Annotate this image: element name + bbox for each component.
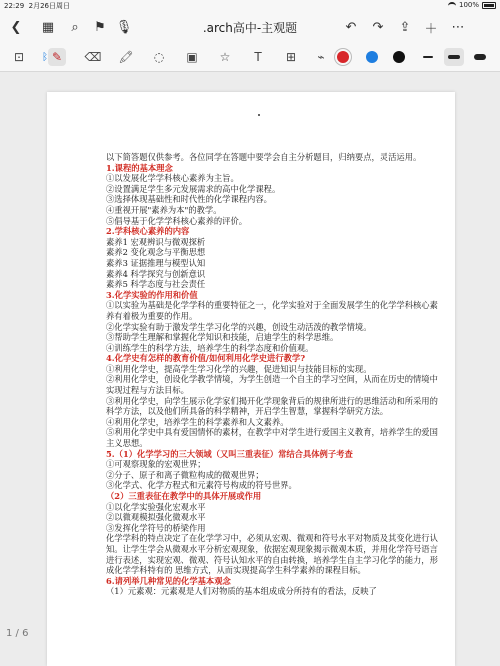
document-line: ②利用化学史，创设化学教学情境，为学生创造一个自主的学习空间，从而在历史的情境中实现过程与方法目标。 — [106, 374, 438, 396]
section-heading: （2）三重表征在教学中的具体开展或作用 — [106, 491, 262, 501]
annotation-toolbar — [0, 42, 500, 72]
document-line: 以下简答题仅供参考。各位同学在答题中要学会自主分析题目，归纳要点，灵活运用。 — [106, 152, 422, 162]
document-line: ⑤倡导基于化学学科核心素养的评价。 — [106, 215, 248, 226]
document-line: 素养5 科学态度与社会责任 — [106, 279, 206, 290]
document-line: ②化学实验有助于激发学生学习化学的兴趣，创设生动活泼的教学情境。 — [106, 321, 372, 332]
document-line: ①可观察现象的宏观世界； — [106, 459, 206, 470]
color-swatch-blue[interactable] — [366, 51, 378, 63]
lasso-tool-icon[interactable]: ◌ — [153, 50, 165, 64]
document-line: 素养3 证据推理与模型认知 — [106, 257, 206, 268]
document-line: 素养2 变化观念与平衡思想 — [106, 247, 206, 258]
color-swatch-black[interactable] — [393, 51, 405, 63]
document-line: ④重视开展"素养为本"的教学。 — [106, 204, 222, 215]
document-line: ④训练学生的科学方法，培养学生的科学态度和价值观。 — [106, 342, 314, 353]
page-mark — [258, 114, 260, 116]
bookmark-icon[interactable]: ⚑ — [94, 19, 106, 35]
highlighter-tool-icon[interactable]: 🖍 — [118, 50, 134, 64]
document-line: ③化学式、化学方程式和元素符号构成的符号世界。 — [106, 480, 297, 491]
document-line: ①利用化学史，提高学生学习化学的兴趣，促进知识与技能目标的实现。 — [106, 363, 372, 374]
document-line: 化学学科的特点决定了在化学学习中，必须从宏观、微观和符号水平对物质及其变化进行认知。让学生学会从微观水平分析宏观现象，依据宏观现象揭示微观本质，并用化学符号语言进行表述，实现宏观、微观、符号认知水平的自由转换，培养学生自主学习化学的能力，形成化学学科特有的 思维方式，从而实现提高学生科学素养的课程目标。 — [106, 533, 438, 576]
section-heading: 5.（1）化学学习的三大领域（又叫三重表征）常结合具体例子考查 — [106, 448, 353, 459]
search-icon[interactable]: ⌕ — [71, 19, 79, 35]
document-line: ③发挥化学符号的桥梁作用 — [106, 522, 206, 533]
bluetooth-icon[interactable]: ᛒ — [42, 51, 48, 63]
status-bar — [0, 0, 500, 12]
pen-size-thin[interactable] — [418, 48, 438, 66]
status-time: 22:29 — [4, 2, 25, 10]
microphone-icon[interactable]: 🎙 — [115, 19, 133, 35]
document-line: 素养1 宏观辨识与微观探析 — [106, 236, 206, 247]
document-line: 素养4 科学探究与创新意识 — [106, 268, 206, 279]
navigation-bar — [0, 12, 500, 42]
document-line: ②以微观模拟强化微观水平 — [106, 512, 206, 523]
more-icon[interactable]: ⋯ — [451, 19, 465, 35]
section-heading: 1.课程的基本理念 — [106, 162, 173, 173]
document-line: ⑤利用化学史中具有爱国情怀的素材，在教学中对学生进行爱国主义教育，培养学生的爱国主义思想。 — [106, 427, 438, 449]
section-heading: 2.学科核心素养的内容 — [106, 226, 190, 237]
back-chevron-icon[interactable]: ❮ — [10, 19, 22, 35]
page-indicator: 1 / 6 — [6, 628, 29, 639]
redo-icon[interactable]: ↷ — [372, 19, 384, 35]
section-heading: 6.请列举几种常见的化学基本观念 — [106, 575, 231, 586]
document-line: （1）元素观：元素观是人们对物质的基本组成成分所持有的看法，反映了 — [106, 586, 377, 597]
document-line: ②分子、原子和离子微粒构成的微观世界； — [106, 469, 264, 480]
share-icon[interactable]: ⇪ — [399, 19, 411, 35]
section-heading: 3.化学实验的作用和价值 — [106, 289, 198, 300]
document-page[interactable] — [47, 92, 455, 666]
color-swatch-red[interactable] — [337, 51, 349, 63]
document-line: ①以实验为基础是化学学科的重要特征之一，化学实验对于全面发展学生的化学学科核心素养有着极为重要的作用。 — [106, 300, 438, 321]
document-text — [106, 152, 441, 597]
image-tool-icon[interactable]: ▣ — [186, 50, 198, 64]
document-line: ②设置满足学生多元发展需求的高中化学课程。 — [106, 183, 281, 194]
document-line: ①以发展化学学科核心素养为主旨。 — [106, 173, 239, 184]
add-page-icon[interactable]: ＋ — [424, 21, 438, 37]
pen-tool-icon[interactable]: ✎ — [48, 48, 66, 66]
wifi-icon — [448, 2, 456, 8]
document-title: .arch高中-主观题 — [202, 21, 298, 35]
text-tool-icon[interactable]: T — [254, 50, 262, 64]
document-line: ③选择体现基础性和时代性的化学课程内容。 — [106, 194, 272, 205]
status-time-date — [4, 1, 70, 11]
section-heading: 4.化学史有怎样的教育价值/如何利用化学史进行教学? — [106, 353, 306, 364]
battery-icon — [482, 2, 496, 9]
pen-size-thick[interactable] — [470, 48, 490, 66]
document-line: ④利用化学史，培养学生的科学素养和人文素养。 — [106, 416, 289, 427]
pen-size-medium[interactable] — [444, 48, 464, 66]
status-date: 2月26日周日 — [28, 2, 71, 10]
battery-percent: 100% — [458, 1, 479, 9]
document-line: ③帮助学生理解和掌握化学知识和技能，启迪学生的科学思维。 — [106, 332, 339, 343]
read-mode-icon[interactable]: ⊡ — [13, 50, 25, 64]
shape-tool-icon[interactable]: ☆ — [219, 50, 231, 64]
undo-icon[interactable]: ↶ — [345, 19, 357, 35]
sidebar-grid-icon[interactable]: ▦ — [41, 19, 55, 35]
laser-pointer-icon[interactable]: ⌁ — [317, 50, 325, 64]
document-line: ③利用化学史，向学生展示化学家们揭开化学现象背后的规律所进行的思维活动和所采用的科学方法，以及他们所具备的科学精神，开启学生智慧，掌握科学研究方法。 — [106, 395, 438, 417]
document-line: ①以化学实验强化宏观水平 — [106, 501, 206, 512]
eraser-tool-icon[interactable]: ⌫ — [84, 50, 102, 64]
sticker-tool-icon[interactable]: ⊞ — [285, 50, 297, 64]
